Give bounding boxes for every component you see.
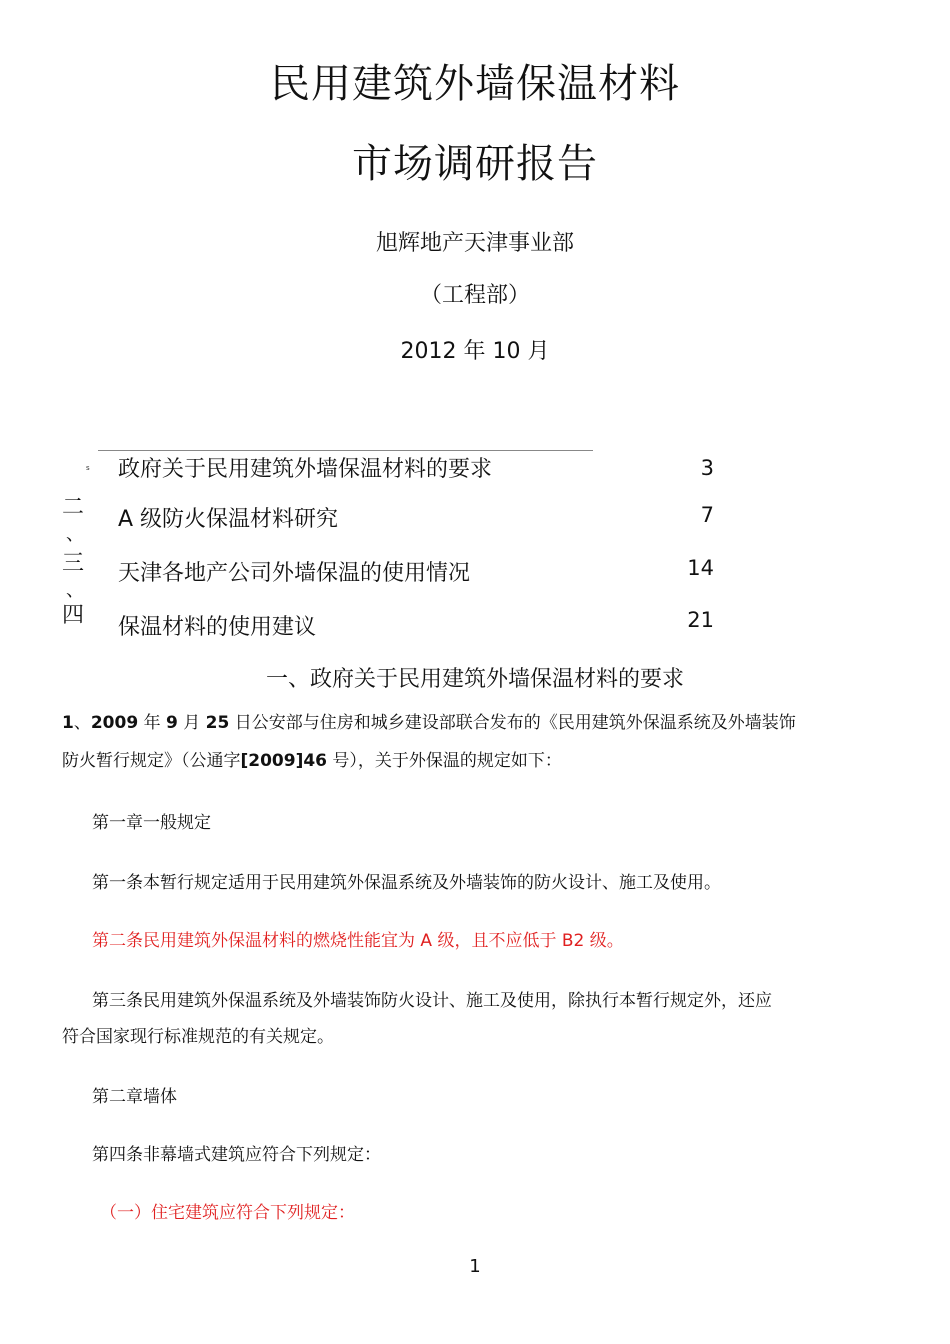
grade-a: A xyxy=(420,931,433,951)
toc-rule xyxy=(98,450,593,451)
toc-item-3-title[interactable]: 天津各地产公司外墙保温的使用情况 xyxy=(118,561,471,586)
article-2 xyxy=(92,924,624,958)
article-4: 第四条非幕墙式建筑应符合下列规定： xyxy=(92,1145,381,1165)
report-title-line1: 民用建筑外墙保温材料 xyxy=(270,61,680,107)
chapter-1-heading: 第一章一般规定 xyxy=(92,813,211,833)
item-1-line-1 xyxy=(62,706,796,740)
toc-item-4-page: 21 xyxy=(687,608,714,632)
document-number: [2009]46 xyxy=(240,751,328,771)
text-fragment: 级，且不应低于 xyxy=(432,931,562,951)
toc-marker: s xyxy=(86,464,90,472)
text-fragment: 年 xyxy=(138,713,166,733)
toc-item-2-separator: 、 xyxy=(66,524,84,545)
toc-item-4-number: 四 xyxy=(62,603,85,628)
section-heading: 一、政府关于民用建筑外墙保温材料的要求 xyxy=(265,667,684,692)
text-fragment: 日公安部与住房和城乡建设部联合发布的《民用建筑外保温系统及外墙装饰 xyxy=(229,713,796,733)
month-value: 9 xyxy=(165,713,178,733)
grade-b2: B2 xyxy=(561,931,585,951)
text-fragment: 防火暂行规定》（公通字 xyxy=(62,751,241,771)
toc-item-2-number: 二 xyxy=(62,495,85,520)
year-value: 2009 xyxy=(90,713,139,733)
article-3-line-1: 第三条民用建筑外保温系统及外墙装饰防火设计、施工及使用，除执行本暂行规定外，还应 xyxy=(92,991,772,1011)
chapter-2-heading: 第二章墙体 xyxy=(92,1087,177,1107)
toc-item-2-page: 7 xyxy=(700,503,714,527)
text-fragment: 第二条民用建筑外保温材料的燃烧性能宜为 xyxy=(92,931,421,951)
toc-item-2-title[interactable]: A 级防火保温材料研究 xyxy=(118,507,339,532)
day-value: 25 xyxy=(205,713,230,733)
item-number: 1 xyxy=(62,713,74,733)
organization: 旭辉地产天津事业部 xyxy=(375,231,574,256)
text-fragment: 级。 xyxy=(584,931,624,951)
article-1: 第一条本暂行规定适用于民用建筑外保温系统及外墙装饰的防火设计、施工及使用。 xyxy=(92,873,721,893)
toc-item-3-number: 三 xyxy=(62,551,85,576)
text-fragment: 月 xyxy=(177,713,206,733)
toc-item-4-title[interactable]: 保温材料的使用建议 xyxy=(118,615,317,640)
sub-clause-1: （一）住宅建筑应符合下列规定： xyxy=(100,1203,355,1223)
article-3-line-2: 符合国家现行标准规范的有关规定。 xyxy=(62,1027,334,1047)
toc-item-3-page: 14 xyxy=(687,556,714,580)
department: （工程部） xyxy=(419,283,530,308)
toc-item-1-title[interactable]: 政府关于民用建筑外墙保温材料的要求 xyxy=(118,457,493,482)
text-fragment: 号），关于外保温的规定如下： xyxy=(327,751,562,771)
text-fragment: 、 xyxy=(73,713,91,733)
toc-item-1-page: 3 xyxy=(700,456,714,480)
report-date: 2012 年 10 月 xyxy=(400,339,550,364)
item-1-line-2 xyxy=(62,744,562,778)
report-title-line2: 市场调研报告 xyxy=(352,141,598,187)
toc-item-3-separator: 、 xyxy=(66,580,84,601)
page-number: 1 xyxy=(469,1256,481,1277)
